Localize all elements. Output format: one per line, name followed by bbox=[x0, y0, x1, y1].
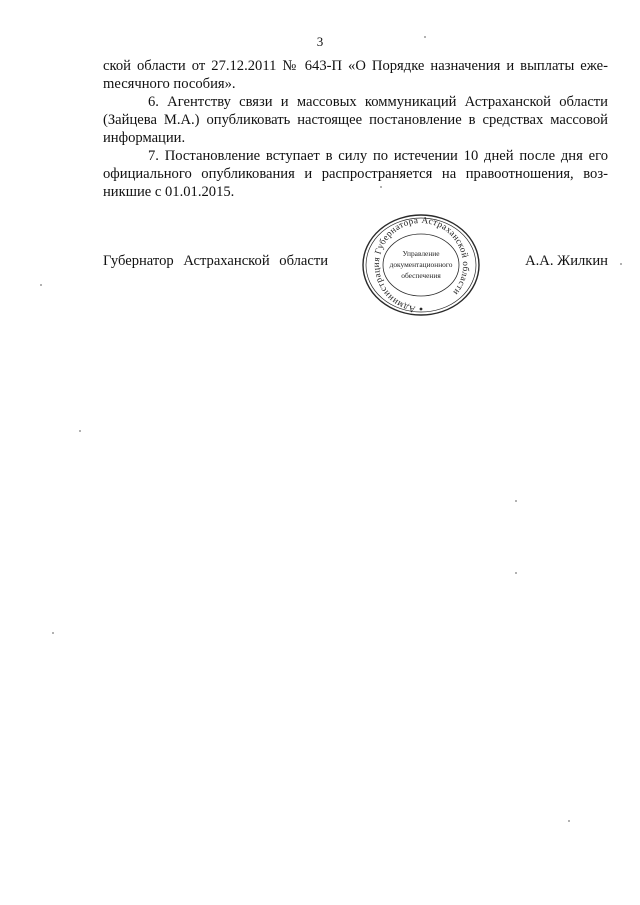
scan-speck bbox=[515, 500, 517, 502]
scan-speck bbox=[52, 632, 54, 634]
scan-speck bbox=[79, 430, 81, 432]
scan-speck bbox=[568, 820, 570, 822]
scan-speck bbox=[424, 36, 426, 38]
scan-speck bbox=[40, 284, 42, 286]
page-number: 3 bbox=[316, 34, 324, 49]
official-seal bbox=[356, 211, 486, 321]
seal-graphic bbox=[356, 211, 486, 321]
scan-speck bbox=[620, 263, 622, 265]
paragraph-7: 7. Постановление вступает в силу по истечении 10 дней после дня его официального опубликования и распространяется на правоотношения, возникшие с 01.01.2015. bbox=[103, 148, 608, 200]
signatory-name: А.А. Жилкин bbox=[525, 253, 608, 269]
seal-ring-text: Администрация Губернатора Астраханской области bbox=[370, 214, 472, 315]
seal-center-line-1: Управление bbox=[402, 249, 440, 258]
seal-center-line-3: обеспечения bbox=[401, 271, 441, 280]
scan-speck bbox=[380, 186, 382, 188]
seal-center-line-2: документационного bbox=[389, 260, 453, 269]
scan-speck bbox=[515, 572, 517, 574]
document-body bbox=[103, 57, 608, 201]
signatory-title: Губернатор Астраханской области bbox=[103, 253, 329, 269]
paragraph-6: 6. Агентству связи и массовых коммуникаций Астраханской области (Зайцева М.А.) опубликовать настоящее постановление в средствах массовой информации. bbox=[103, 94, 608, 146]
seal-dot bbox=[420, 308, 423, 311]
paragraph-continuation: ской области от 27.12.2011 № 643-П «О Порядке назначения и выплаты ежеmесячного пособия». bbox=[103, 58, 608, 92]
